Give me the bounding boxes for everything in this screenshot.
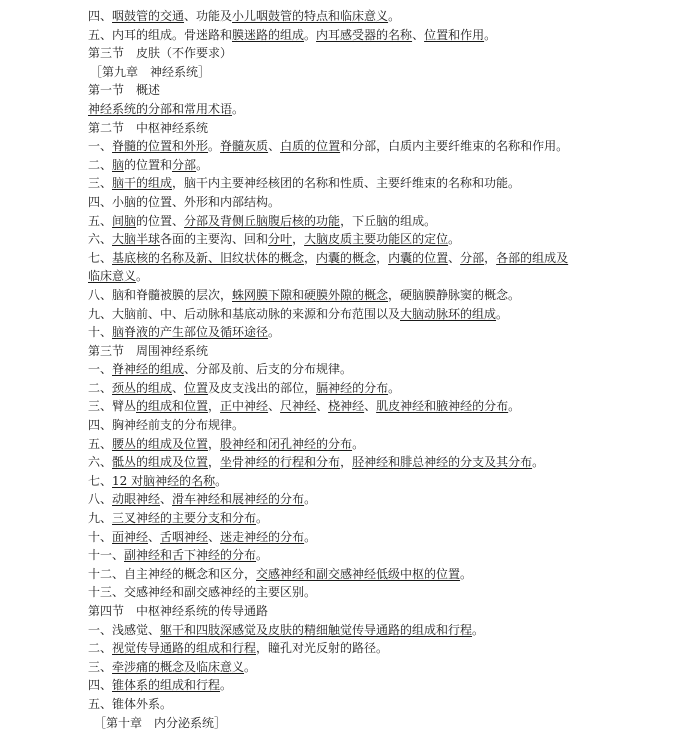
text-segment: 第四节 中枢神经系统的传导通路 <box>88 604 269 618</box>
text-segment: 各面的主要沟、回和 <box>160 232 269 247</box>
text-line <box>88 230 668 249</box>
text-segment: 十、 <box>88 325 113 340</box>
underlined-segment: 迷走神经的分布 <box>220 529 305 544</box>
text-segment: 。 <box>460 566 473 581</box>
underlined-segment: 分部 <box>172 157 197 172</box>
text-segment: 五、 <box>88 436 113 451</box>
text-segment: 四、 <box>88 678 113 693</box>
text-segment: 三、 <box>88 176 113 191</box>
text-segment: ， <box>304 250 317 265</box>
underlined-segment: 胫神经和腓总神经的分支及其分布 <box>352 455 533 470</box>
text-segment: 。 <box>304 529 317 544</box>
underlined-segment: 大脑皮质主要功能区的定位 <box>304 232 449 247</box>
text-line <box>88 509 668 528</box>
text-segment: 十二、自主神经的概念和区分， <box>88 566 257 581</box>
underlined-segment: 位置 <box>184 380 209 395</box>
underlined-segment: 内囊的概念 <box>316 250 377 265</box>
text-segment: 、 <box>208 529 221 544</box>
text-line <box>88 397 668 416</box>
text-segment: 一、 <box>88 139 113 154</box>
text-line <box>88 81 668 100</box>
text-segment: 十一、 <box>88 548 125 563</box>
underlined-segment: 的组成和位置 <box>136 399 209 414</box>
text-segment: 。 <box>268 325 281 340</box>
text-segment: 的位置、 <box>136 213 185 228</box>
text-segment: 和分部，白质内主要纤维束的名称和作用。 <box>340 139 569 154</box>
text-segment: 六、 <box>88 232 113 247</box>
text-segment: 、分部及前、后支的分布规律。 <box>184 362 353 377</box>
underlined-segment: 分部及背侧丘脑腹后核的功能 <box>184 213 341 228</box>
underlined-segment: 面神经 <box>112 529 149 544</box>
text-segment: 第三节 皮肤（不作要求） <box>88 46 233 61</box>
text-line <box>88 360 668 379</box>
document-body <box>88 7 668 732</box>
text-line <box>88 528 668 547</box>
text-segment: ，脑干内主要神经核团的名称和性质、主要纤维束的名称和功能。 <box>172 176 521 191</box>
text-segment: 八、脑和脊髓被膜的层次， <box>88 287 233 302</box>
underlined-segment: 蛛网膜下隙和硬膜外隙的概念 <box>232 287 389 302</box>
text-line <box>88 212 668 231</box>
underlined-segment: 分部 <box>460 250 485 265</box>
text-segment: 、 <box>148 529 161 544</box>
text-segment: 。 <box>208 139 221 154</box>
text-segment: ［第九章 神经系统］ <box>90 64 211 79</box>
underlined-segment: 白质的位置 <box>280 139 341 154</box>
underlined-segment: 副神经和舌下神经的分布 <box>124 548 257 563</box>
underlined-segment: 视觉传导通路的组成和行程 <box>112 641 257 656</box>
text-segment: ，下丘脑的组成。 <box>340 213 437 228</box>
underlined-segment: 坐骨神经的行程和分布 <box>220 455 341 470</box>
text-segment: 、 <box>268 139 281 154</box>
text-segment: 第一节 概述 <box>88 83 161 98</box>
underlined-segment: 牵涉痛的概念及临床意义 <box>112 659 245 674</box>
text-line <box>88 379 668 398</box>
text-line <box>88 249 668 268</box>
underlined-segment: 分叶 <box>268 232 293 247</box>
text-line <box>88 453 668 472</box>
underlined-segment: 膈神经的分布 <box>316 380 389 395</box>
text-line <box>88 639 668 658</box>
text-line <box>88 119 668 138</box>
text-segment: 、 <box>364 399 377 414</box>
text-segment: 。 <box>256 511 269 526</box>
text-segment: 、 <box>448 250 461 265</box>
text-line <box>88 583 668 602</box>
text-line <box>88 490 668 509</box>
text-segment: 。 <box>448 232 461 247</box>
text-line <box>88 174 668 193</box>
text-segment: 。 <box>496 306 509 321</box>
text-segment: ， <box>208 399 221 414</box>
text-segment: 一、 <box>88 362 113 377</box>
text-line <box>88 63 668 82</box>
text-segment: 。 <box>215 473 228 488</box>
text-segment: 。 <box>388 380 401 395</box>
text-line <box>88 137 668 156</box>
underlined-segment: 三叉神经的主要分支和分布 <box>112 511 257 526</box>
text-segment: 。 <box>256 548 269 563</box>
text-segment: 三、臂丛 <box>88 399 137 414</box>
text-segment: ， <box>208 455 221 470</box>
underlined-segment: 脊髓的位置和外形 <box>112 139 209 154</box>
text-segment: 、功能及 <box>184 9 233 23</box>
underlined-segment: 颈丛的组成 <box>112 380 173 395</box>
text-line <box>88 714 668 733</box>
text-line <box>88 435 668 454</box>
underlined-segment: 12 对脑神经的名称 <box>112 473 216 488</box>
underlined-segment: 大脑半球 <box>112 232 161 247</box>
underlined-segment: 骶丛的组成及位置 <box>112 455 209 470</box>
text-segment: 。 <box>304 492 317 507</box>
text-segment: 四、胸神经前支的分布规律。 <box>88 418 245 433</box>
underlined-segment: 临床意义 <box>88 269 137 284</box>
text-line <box>88 676 668 695</box>
underlined-segment: 股神经和闭孔神经的分布 <box>220 436 353 451</box>
text-line <box>88 472 668 491</box>
text-segment: 。 <box>220 678 233 693</box>
text-segment: 二、 <box>88 380 113 395</box>
underlined-segment: 间脑 <box>112 213 137 228</box>
text-line <box>88 26 668 45</box>
underlined-segment: 肌皮神经和腋神经的分布 <box>376 399 509 414</box>
text-line <box>88 44 668 63</box>
underlined-segment: 基底核的名称及新、旧纹状体的概念 <box>112 250 305 265</box>
text-segment: 。 <box>532 455 545 470</box>
text-segment: 六、 <box>88 455 113 470</box>
text-segment: 三、 <box>88 659 113 674</box>
underlined-segment: 内耳感受器的名称 <box>316 27 413 42</box>
text-segment: 。 <box>388 9 401 23</box>
text-segment: ，硬脑膜静脉窦的概念。 <box>388 287 521 302</box>
underlined-segment: 脑 <box>112 157 125 172</box>
text-segment: 一、浅感觉、 <box>88 622 161 637</box>
text-segment: 五、锥体外系。 <box>88 696 173 711</box>
text-line <box>88 695 668 714</box>
underlined-segment: 脑干的组成 <box>112 176 173 191</box>
text-line <box>88 323 668 342</box>
text-segment: 、 <box>316 399 329 414</box>
text-line <box>88 658 668 677</box>
text-line <box>88 305 668 324</box>
underlined-segment: 脊髓灰质 <box>220 139 269 154</box>
underlined-segment: 动眼神经 <box>112 492 161 507</box>
text-segment: ［第十章 内分泌系统］ <box>94 715 227 730</box>
text-line <box>88 416 668 435</box>
text-segment: 。 <box>508 399 521 414</box>
text-segment: 。 <box>136 269 149 284</box>
text-segment: 七、 <box>88 250 113 265</box>
text-segment: 、 <box>160 492 173 507</box>
text-segment: 。 <box>352 436 365 451</box>
text-segment: 及皮支浅出的部位， <box>208 380 317 395</box>
text-segment: 、 <box>268 399 281 414</box>
text-segment: 七、 <box>88 473 113 488</box>
text-segment: 。 <box>472 622 485 637</box>
underlined-segment: 脑脊液的产生部位及循环途径 <box>112 325 269 340</box>
text-segment: 九、大脑前、中、后动脉和基底动脉的来源和分布范围以及 <box>88 306 401 321</box>
text-line <box>88 193 668 212</box>
underlined-segment: 位置和作用 <box>424 27 485 42</box>
text-segment: 二、 <box>88 641 113 656</box>
text-segment: 二、 <box>88 157 113 172</box>
text-line <box>88 156 668 175</box>
text-segment: ， <box>484 250 497 265</box>
text-segment: 十、 <box>88 529 113 544</box>
text-segment: 第三节 周围神经系统 <box>88 343 209 358</box>
text-line <box>88 621 668 640</box>
text-segment: 九、 <box>88 511 113 526</box>
text-segment: 。 <box>304 27 317 42</box>
text-line <box>88 342 668 361</box>
underlined-segment: 大脑动脉环的组成 <box>400 306 497 321</box>
underlined-segment: 尺神经 <box>280 399 317 414</box>
underlined-segment: 内囊的位置 <box>388 250 449 265</box>
text-line <box>88 602 668 621</box>
underlined-segment: 咽鼓管的交通 <box>112 9 185 23</box>
underlined-segment: 躯干和四肢深感觉及皮肤的精细触觉传导通路的组成和行程 <box>160 622 473 637</box>
underlined-segment: 锥体系的组成和行程 <box>112 678 221 693</box>
underlined-segment: 滑车神经和展神经的分布 <box>172 492 305 507</box>
underlined-segment: 膜迷路的组成 <box>232 27 305 42</box>
underlined-segment: 腰丛的组成及位置 <box>112 436 209 451</box>
text-segment: ，瞳孔对光反射的路径。 <box>256 641 389 656</box>
text-line <box>88 7 668 26</box>
underlined-segment: 桡神经 <box>328 399 365 414</box>
underlined-segment: 交感神经和副交感神经低级中枢的位置 <box>256 566 461 581</box>
text-segment: 、 <box>412 27 425 42</box>
text-segment: 的位置和 <box>124 157 173 172</box>
text-segment: 。 <box>232 101 245 116</box>
text-segment: 五、内耳的组成。骨迷路和 <box>88 27 233 42</box>
text-segment: ， <box>292 232 305 247</box>
underlined-segment: 神经系统的分部和常用术语 <box>88 101 233 116</box>
text-segment: 第二节 中枢神经系统 <box>88 120 209 135</box>
text-segment: ， <box>208 436 221 451</box>
text-line <box>88 546 668 565</box>
underlined-segment: 小儿咽鼓管的特点和临床意义 <box>232 9 389 23</box>
text-segment: 、 <box>172 380 185 395</box>
text-line <box>88 267 668 286</box>
text-segment: ， <box>340 455 353 470</box>
text-line <box>88 100 668 119</box>
text-segment: 十三、交感神经和副交感神经的主要区别。 <box>88 585 317 600</box>
text-segment: 四、小脑的位置、外形和内部结构。 <box>88 194 281 209</box>
underlined-segment: 各部的组成及 <box>496 250 569 265</box>
text-line <box>88 565 668 584</box>
underlined-segment: 脊神经的组成 <box>112 362 185 377</box>
text-segment: 八、 <box>88 492 113 507</box>
underlined-segment: 正中神经 <box>220 399 269 414</box>
text-segment: 。 <box>196 157 209 172</box>
text-segment: 五、 <box>88 213 113 228</box>
text-segment: 。 <box>244 659 257 674</box>
text-segment: 四、 <box>88 9 113 23</box>
text-line <box>88 286 668 305</box>
text-segment: 。 <box>484 27 497 42</box>
underlined-segment: 舌咽神经 <box>160 529 209 544</box>
text-segment: ， <box>376 250 389 265</box>
